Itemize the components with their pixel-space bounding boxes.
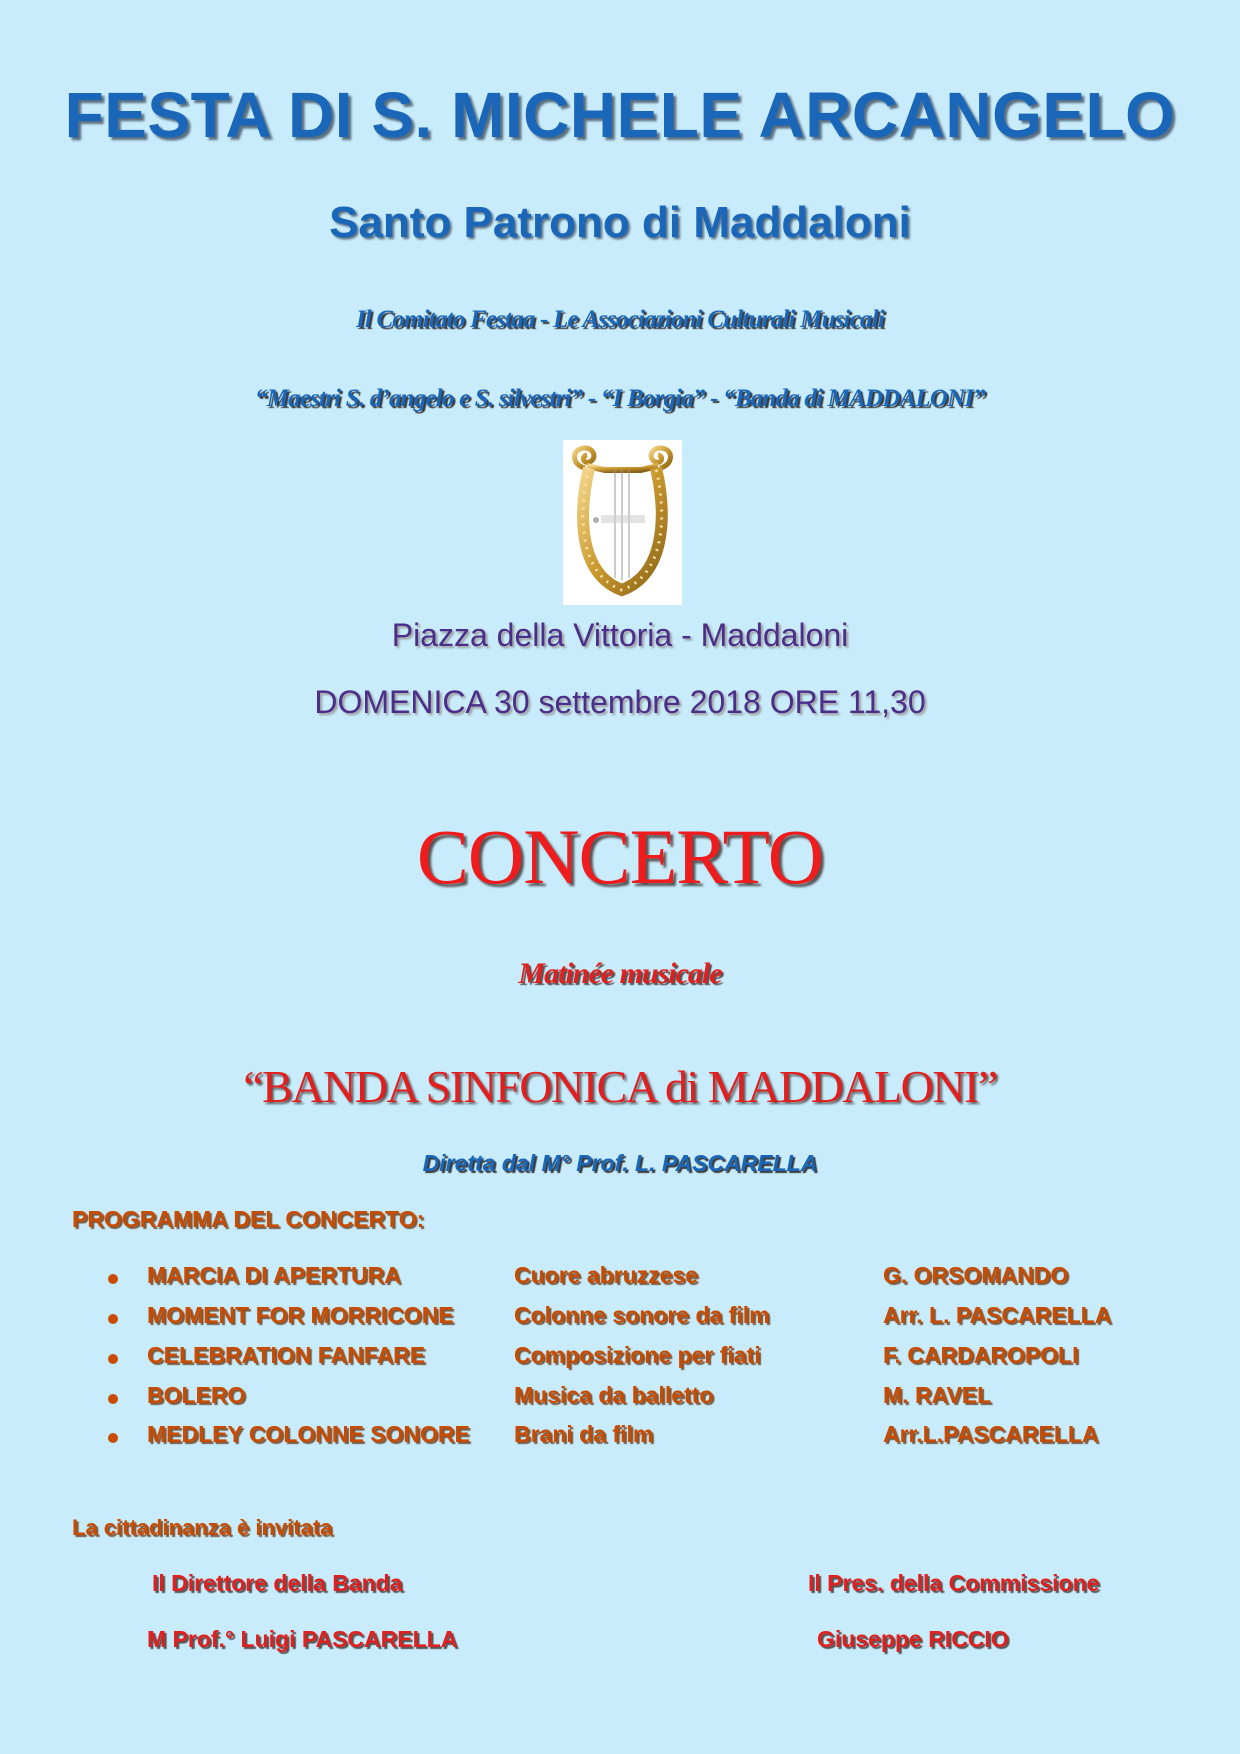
program-item-author: F. CARDAROPOLI bbox=[883, 1342, 1079, 1368]
program-item-description: Cuore abruzzese bbox=[514, 1262, 699, 1288]
president-name: Giuseppe RICCIO bbox=[817, 1626, 1009, 1652]
bullet-icon bbox=[108, 1354, 118, 1364]
president-role: Il Pres. della Commissione bbox=[808, 1570, 1100, 1596]
director-role: Il Direttore della Banda bbox=[152, 1570, 403, 1596]
program-item-author: G. ORSOMANDO bbox=[883, 1262, 1069, 1288]
program-item-title: MOMENT FOR MORRICONE bbox=[147, 1302, 454, 1328]
band-name: “BANDA SINFONICA di MADDALONI” bbox=[243, 1061, 997, 1112]
bullet-icon bbox=[108, 1274, 118, 1284]
program-item bbox=[0, 1382, 1240, 1422]
band-director: Diretta dal M° Prof. L. PASCARELLA bbox=[422, 1150, 818, 1176]
lyre-icon bbox=[563, 440, 682, 605]
bullet-icon bbox=[108, 1314, 118, 1324]
program-item-title: MARCIA DI APERTURA bbox=[147, 1262, 401, 1288]
director-name: M Prof.° Luigi PASCARELLA bbox=[147, 1626, 458, 1652]
program-item-author: Arr.L.PASCARELLA bbox=[883, 1421, 1099, 1447]
program-item-description: Musica da balletto bbox=[514, 1382, 714, 1408]
invitation-text: La cittadinanza è invitata bbox=[72, 1515, 333, 1540]
program-item bbox=[0, 1421, 1240, 1461]
program-item-title: BOLERO bbox=[147, 1382, 246, 1408]
bullet-icon bbox=[108, 1394, 118, 1404]
program-item-description: Brani da film bbox=[514, 1421, 654, 1447]
program-heading: PROGRAMMA DEL CONCERTO: bbox=[72, 1206, 425, 1232]
bullet-icon bbox=[108, 1433, 118, 1443]
program-item-description: Composizione per fiati bbox=[514, 1342, 761, 1368]
program-item-author: M. RAVEL bbox=[883, 1382, 992, 1408]
event-date: DOMENICA 30 settembre 2018 ORE 11,30 bbox=[314, 684, 926, 720]
program-item-title: MEDLEY COLONNE SONORE bbox=[147, 1421, 470, 1447]
program-item-description: Colonne sonore da film bbox=[514, 1302, 770, 1328]
poster-title: FESTA DI S. MICHELE ARCANGELO bbox=[64, 79, 1176, 151]
program-item bbox=[0, 1262, 1240, 1302]
committee-line: Il Comitato Festaa - Le Associazioni Culturali Musicali bbox=[355, 306, 885, 333]
program-item bbox=[0, 1302, 1240, 1342]
associations-line: “Maestri S. d’angelo e S. silvestri” - “I Borgia” - “Banda di MADDALONI” bbox=[255, 385, 985, 412]
poster-subtitle: Santo Patrono di Maddaloni bbox=[329, 198, 911, 247]
concert-headline: CONCERTO bbox=[416, 813, 824, 900]
matinee-tagline: Matinée musicale bbox=[518, 957, 722, 990]
program-item-title: CELEBRATION FANFARE bbox=[147, 1342, 426, 1368]
program-item bbox=[0, 1342, 1240, 1382]
program-item-author: Arr. L. PASCARELLA bbox=[883, 1302, 1112, 1328]
event-place: Piazza della Vittoria - Maddaloni bbox=[391, 617, 849, 653]
